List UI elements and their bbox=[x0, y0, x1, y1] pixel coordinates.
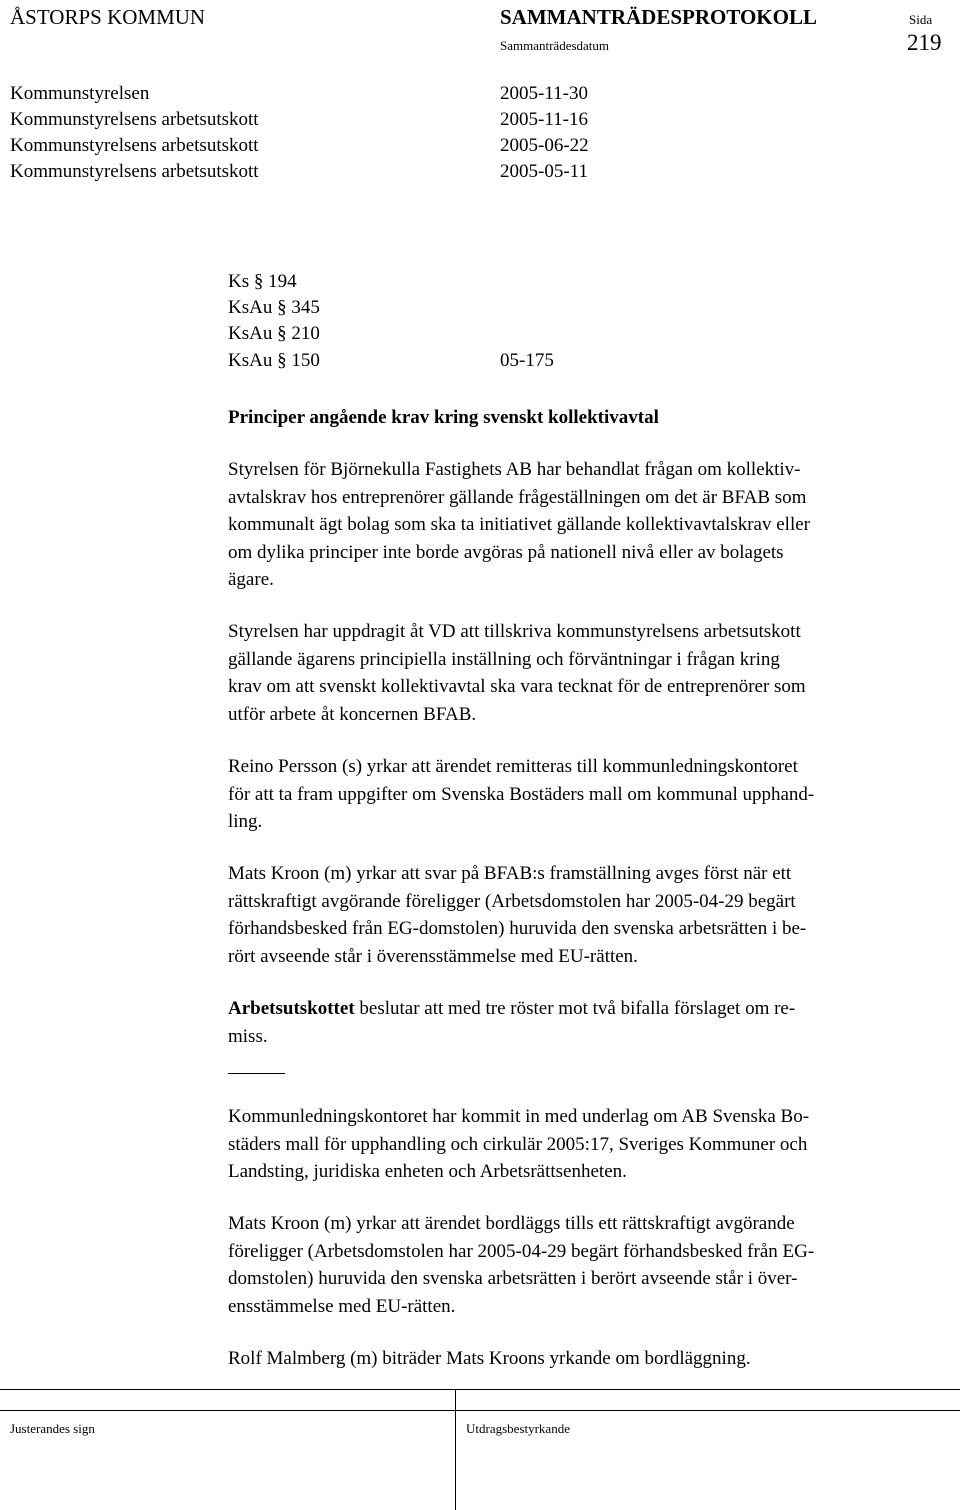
section-ref: Ks § 194 bbox=[228, 271, 297, 292]
text-line: Rolf Malmberg (m) biträder Mats Kroons yrkande om bordläggning. bbox=[228, 1348, 751, 1369]
body-date: 2005-11-30 bbox=[500, 83, 588, 104]
utdragsbestyrkande-label: Utdragsbestyrkande bbox=[466, 1421, 570, 1436]
text-line: Reino Persson (s) yrkar att ärendet remitteras till kommunledningskontoret bbox=[228, 756, 798, 777]
page-number: 219 bbox=[907, 30, 942, 55]
text-line: Styrelsen för Björnekulla Fastighets AB har behandlat frågan om kollektiv- bbox=[228, 459, 801, 480]
text-line: gällande ägarens principiella inställning och förväntningar i frågan kring bbox=[228, 648, 780, 670]
paragraph-motion-persson bbox=[228, 753, 943, 836]
meeting-date-label: Sammanträdesdatum bbox=[500, 38, 610, 53]
body-name: Kommunstyrelsen bbox=[10, 83, 150, 104]
text-line: Styrelsen har uppdragit åt VD att tillskriva kommunstyrelsens arbetsutskott bbox=[228, 621, 801, 642]
body-date: 2005-11-16 bbox=[500, 109, 588, 130]
municipality-name: ÅSTORPS KOMMUN bbox=[10, 5, 206, 29]
decision-body: Arbetsutskottet bbox=[228, 998, 355, 1019]
text-line: rört avseende står i överensstämmelse med EU-rätten. bbox=[228, 945, 638, 967]
section-ref: KsAu § 210 bbox=[228, 323, 320, 344]
text-line: städers mall för upphandling och cirkulär 2005:17, Sveriges Kommuner och bbox=[228, 1133, 808, 1155]
page-label: Sida bbox=[909, 12, 933, 27]
text-line: ling. bbox=[228, 811, 263, 832]
section-ref: KsAu § 150 bbox=[228, 350, 320, 371]
text-line: rättskraftigt avgörande föreligger (Arbetsdomstolen har 2005-04-29 begärt bbox=[228, 890, 796, 912]
text-line: domstolen) huruvida den svenska arbetsrätten i berört avseende står i över- bbox=[228, 1268, 798, 1289]
text-line bbox=[228, 995, 943, 1023]
paragraph-assignment bbox=[228, 618, 943, 728]
text-line: förhandsbesked från EG-domstolen) huruvida den svenska arbetsrätten i be- bbox=[228, 918, 807, 939]
body-name: Kommunstyrelsens arbetsutskott bbox=[10, 161, 259, 182]
text-line: ensstämmelse med EU-rätten. bbox=[228, 1295, 456, 1317]
paragraph-office-input bbox=[228, 1103, 943, 1186]
text-line: om dylika principer inte borde avgöras på nationell nivå eller av bolagets bbox=[228, 541, 784, 563]
paragraph-decision bbox=[228, 995, 943, 1050]
footer-top-rule bbox=[0, 1389, 960, 1390]
text-line: miss. bbox=[228, 1025, 268, 1047]
item-title: Principer angående krav kring svenskt kollektivavtal bbox=[228, 407, 659, 428]
decision-text: beslutar att med tre röster mot två bifalla förslaget om re- bbox=[354, 998, 796, 1019]
text-line: utför arbete åt koncernen BFAB. bbox=[228, 703, 477, 725]
body-name: Kommunstyrelsens arbetsutskott bbox=[10, 135, 259, 156]
text-line: kommunalt ägt bolag som ska ta initiativet gällande kollektivavtalskrav eller bbox=[228, 514, 810, 535]
document-type: SAMMANTRÄDESPROTOKOLL bbox=[500, 5, 817, 29]
section-separator bbox=[228, 1073, 285, 1074]
footer-label-rule bbox=[0, 1410, 960, 1411]
case-number: 05-175 bbox=[500, 350, 554, 371]
footer-divider bbox=[455, 1389, 456, 1510]
text-line: Landsting, juridiska enheten och Arbetsrättsenheten. bbox=[228, 1161, 627, 1182]
body-name: Kommunstyrelsens arbetsutskott bbox=[10, 109, 259, 130]
text-line: för att ta fram uppgifter om Svenska Bostäders mall om kommunal upphand- bbox=[228, 783, 815, 805]
text-line: ägare. bbox=[228, 569, 274, 590]
paragraph-background bbox=[228, 456, 943, 594]
text-line: Kommunledningskontoret har kommit in med underlag om AB Svenska Bo- bbox=[228, 1106, 810, 1127]
justerandes-sign-label: Justerandes sign bbox=[10, 1421, 95, 1436]
body-date: 2005-05-11 bbox=[500, 161, 588, 182]
paragraph-support bbox=[228, 1345, 943, 1373]
paragraph-motion-kroon-2 bbox=[228, 1210, 943, 1320]
text-line: krav om att svenskt kollektivavtal ska vara tecknat för de entreprenörer som bbox=[228, 676, 806, 697]
body-date: 2005-06-22 bbox=[500, 135, 589, 156]
section-ref: KsAu § 345 bbox=[228, 297, 320, 318]
text-line: föreligger (Arbetsdomstolen har 2005-04-29 begärt förhandsbesked från EG- bbox=[228, 1240, 815, 1262]
text-line: Mats Kroon (m) yrkar att ärendet bordläggs tills ett rättskraftigt avgörande bbox=[228, 1213, 795, 1234]
paragraph-motion-kroon-1 bbox=[228, 860, 943, 970]
text-line: Mats Kroon (m) yrkar att svar på BFAB:s framställning avges först när ett bbox=[228, 863, 792, 884]
text-line: avtalskrav hos entreprenörer gällande frågeställningen om det är BFAB som bbox=[228, 486, 807, 508]
